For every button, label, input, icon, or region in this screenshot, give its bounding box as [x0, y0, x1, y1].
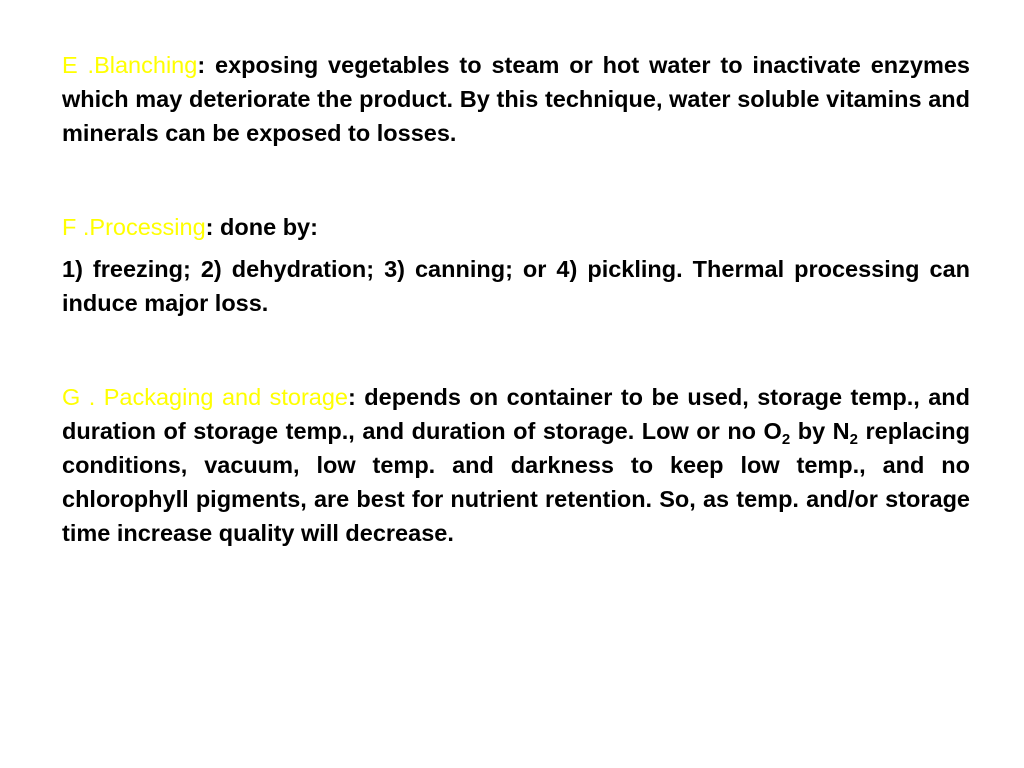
processing-paragraph: 1) freezing; 2) dehydration; 3) canning; or 4) pickling. Thermal processing can induce major loss. — [62, 256, 970, 316]
nitrogen-subscript: 2 — [849, 431, 858, 448]
processing-heading-rest: : done by: — [205, 214, 318, 240]
packaging-paragraph — [62, 380, 970, 550]
oxygen-subscript: 2 — [781, 431, 791, 448]
packaging-text-3: replacing conditions, vacuum, low temp. and darkness to keep low temp., and no chlorophyll pigments, are best for nutrient retention. So, as temp. and/or storage time increase quality will decrease. — [62, 418, 970, 546]
packaging-separator: : — [348, 384, 356, 410]
blanching-heading: E .Blanching — [62, 52, 198, 78]
slide-content — [62, 48, 970, 550]
blanching-separator: : — [197, 52, 206, 78]
packaging-text-1: depends on container to be used, storage temp., and duration of storage temp., and duration of storage. Low or no O — [62, 384, 970, 444]
packaging-text-2: by N — [790, 418, 850, 444]
packaging-heading: G . Packaging and storage — [62, 384, 349, 410]
blanching-text: exposing vegetables to steam or hot water to inactivate enzymes which may deteriorate the product. By this technique, water soluble vitamins and minerals can be exposed to losses. — [62, 52, 970, 146]
processing-heading: F .Processing — [62, 214, 206, 240]
blanching-paragraph — [62, 48, 970, 150]
processing-heading-line — [62, 210, 970, 244]
